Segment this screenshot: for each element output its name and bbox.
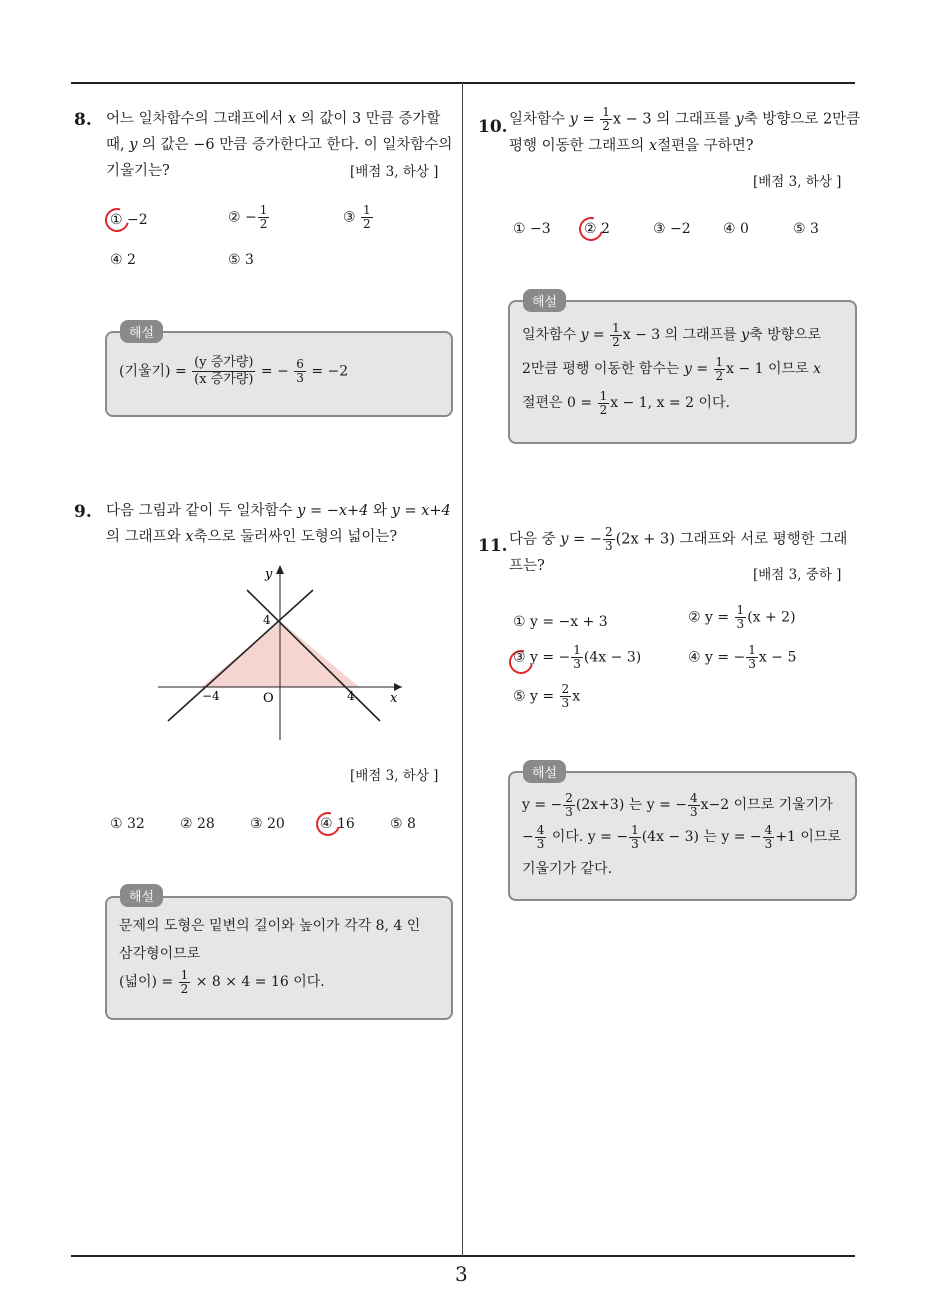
question-11-difficulty: [배점 3, 중하 ] [753, 567, 842, 583]
graph-tick-4y: 4 [263, 613, 271, 627]
q10-choice-2[interactable]: ② 2 [584, 221, 610, 237]
q10-choice-1[interactable]: ① −3 [513, 221, 551, 237]
question-10-text: 일차함수 y = $\frac{1}{2}$ x − 3 의 그래프를 y축 방향으로 2만큼 평행 이동한 그래프의 x절편을 구하면? [509, 105, 861, 154]
q9-choice-4[interactable]: ④ 16 [320, 816, 355, 832]
bottom-rule [71, 1255, 855, 1257]
q8-explanation-tag: 해설 [120, 320, 163, 343]
q9-explanation-box [105, 896, 453, 1020]
question-9-text: 다음 그림과 같이 두 일차함수 y = −x+4 와 y = x+4 의 그래프와 x축으로 둘러싸인 도형의 넓이는? [106, 503, 451, 545]
y-axis-arrow [276, 565, 284, 574]
q8-explanation-text: (기울기) = $\frac{\text{(y 증가량)}}{\text{(x 증가량)}}$ = − $\frac{6}{3}$ = −2 [119, 355, 349, 387]
q9-graph [150, 560, 410, 745]
top-rule [71, 82, 855, 84]
q9-choice-3[interactable]: ③ 20 [250, 816, 285, 832]
q8-choice-4[interactable]: ④ 2 [110, 252, 136, 268]
graph-origin: O [263, 691, 274, 706]
q9-explanation-text: 문제의 도형은 밑변의 길이와 높이가 각각 8, 4 인 삼각형이므로 (넓이) = $\frac{1}{2}$ × 8 × 4 = 16 이다. [119, 918, 421, 996]
question-8-difficulty: [배점 3, 하상 ] [350, 164, 439, 180]
graph-x-label: x [390, 691, 398, 706]
q10-explanation-text: 일차함수 y = $\frac{1}{2}$ x − 3 의 그래프를 y축 방향으로 2만큼 평행 이동한 함수는 y = $\frac{1}{2}$ x − 1 이므로 x 절편은 0 = $\frac{1}{2}$ x − 1, x = 2 이다. [522, 320, 822, 417]
q11-choice-4[interactable]: ④ y = − $\frac{1}{3}$ x − 5 [688, 643, 797, 671]
q11-choice-1[interactable]: ① y = −x + 3 [513, 614, 608, 630]
question-10-difficulty: [배점 3, 하상 ] [753, 174, 842, 190]
q11-choice-5[interactable]: ⑤ y = $\frac{2}{3}$ x [513, 682, 581, 710]
column-divider [462, 82, 463, 1257]
graph-y-label: y [265, 567, 273, 582]
x-axis-arrow [394, 683, 402, 691]
q10-choice-3[interactable]: ③ −2 [653, 221, 691, 237]
q8-choice-1[interactable]: ① −2 [110, 212, 148, 228]
q9-choice-2[interactable]: ② 28 [180, 816, 215, 832]
q8-choice-2[interactable]: ② − $\frac{1}{2}$ [228, 203, 268, 231]
q8-explanation-box [105, 331, 453, 417]
q11-choice-2[interactable]: ② y = $\frac{1}{3}$ (x + 2) [688, 603, 796, 631]
question-9-difficulty: [배점 3, 하상 ] [350, 768, 439, 784]
question-11-number: 11. [478, 536, 508, 556]
question-9-number: 9. [74, 502, 92, 522]
question-10-number: 10. [478, 117, 508, 137]
graph-tick-neg4: −4 [202, 689, 220, 703]
q11-explanation-text: y = − $\frac{2}{3}$ (2x+3) 는 y = − $\frac{4}{3}$ x−2 이므로 기울기가 − $\frac{4}{3}$ 이다. y = − $\frac{1}{3}$ (4x − 3) 는 y = − $\frac{4}{3}$ +1 이므로 기울기가 같다. [522, 790, 841, 877]
question-8-text: 어느 일차함수의 그래프에서 x 의 값이 3 만큼 증가할 때, y 의 값은 −6 만큼 증가한다고 한다. 이 일차함수의 기울기는? [106, 111, 453, 179]
q8-choice-5[interactable]: ⑤ 3 [228, 252, 254, 268]
q11-explanation-tag: 해설 [523, 760, 566, 783]
q10-explanation-tag: 해설 [523, 289, 566, 312]
q9-choice-1[interactable]: ① 32 [110, 816, 145, 832]
q11-explanation-box [508, 771, 857, 901]
graph-tick-4x: 4 [347, 689, 355, 703]
q8-choice-3[interactable]: ③ $\frac{1}{2}$ [343, 203, 371, 231]
q9-explanation-tag: 해설 [120, 884, 163, 907]
q11-choice-3[interactable]: ③ y = − $\frac{1}{3}$ (4x − 3) [513, 643, 642, 671]
question-8-number: 8. [74, 110, 92, 130]
q10-choice-4[interactable]: ④ 0 [723, 221, 749, 237]
q10-choice-5[interactable]: ⑤ 3 [793, 221, 819, 237]
q10-explanation-box [508, 300, 857, 444]
page-number: 3 [455, 1262, 468, 1286]
question-11-text: 다음 중 y = − $\frac{2}{3}$ (2x + 3) 그래프와 서로 평행한 그래 프는? [509, 525, 848, 574]
q9-choice-5[interactable]: ⑤ 8 [390, 816, 416, 832]
